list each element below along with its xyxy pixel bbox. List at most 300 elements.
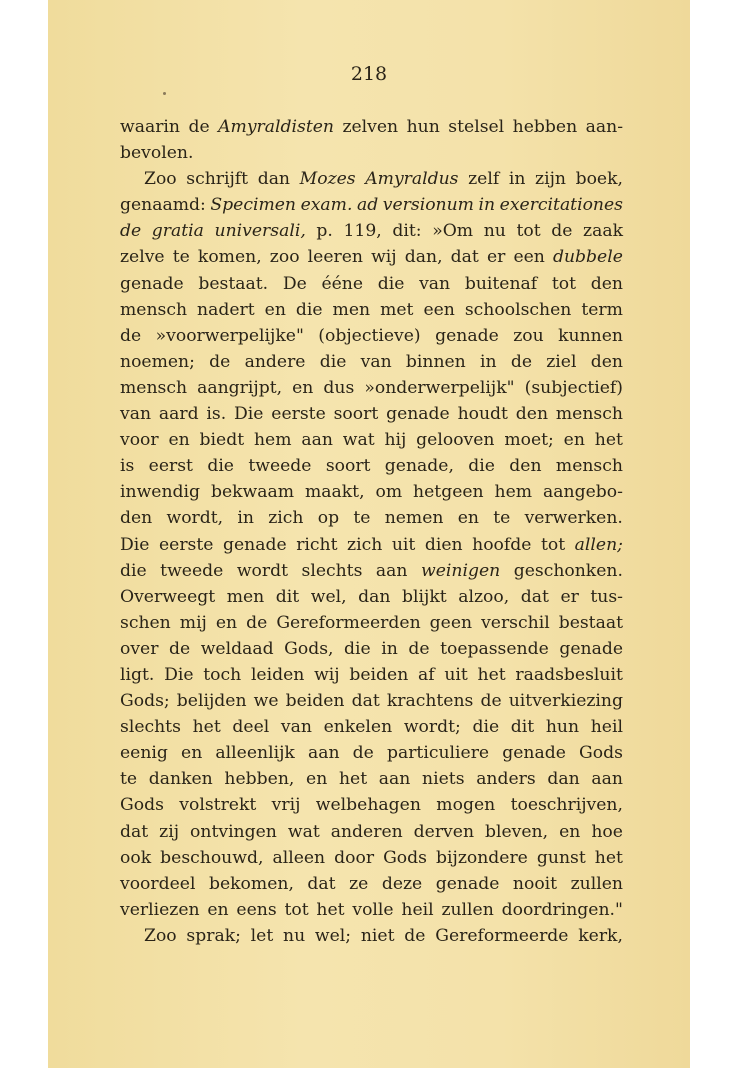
word: »onderwerpelijk" <box>364 377 515 398</box>
word: Amyraldus <box>365 169 459 190</box>
word: moet; <box>504 430 554 451</box>
word: geschonken. <box>513 560 623 581</box>
word: te <box>172 247 190 268</box>
word: Gereformeerden <box>276 612 421 633</box>
word: wel, <box>310 586 347 607</box>
word: tweede <box>248 456 312 477</box>
word: geen <box>429 612 473 633</box>
word: den <box>120 508 153 529</box>
word: genade <box>435 325 499 346</box>
word: tot <box>551 273 576 294</box>
word: soort <box>333 404 379 425</box>
word: het <box>316 899 345 920</box>
word: inwendig <box>120 482 201 503</box>
word: zelve <box>120 247 165 268</box>
word: schen <box>120 612 171 633</box>
word: p. <box>316 221 333 242</box>
word: verwerken. <box>524 508 623 529</box>
word: weldaad <box>200 638 274 659</box>
word: is <box>120 456 135 477</box>
word: De <box>282 273 307 294</box>
word: biedt <box>199 430 245 451</box>
word: danken <box>148 769 213 790</box>
word: Overweegt <box>120 586 216 607</box>
word: universali, <box>214 221 306 242</box>
word: wordt, <box>166 508 224 529</box>
word: de <box>551 221 573 242</box>
word: wij <box>371 247 397 268</box>
word: heil <box>401 899 434 920</box>
word: ze <box>349 873 369 894</box>
word: de <box>510 351 532 372</box>
word: toeschrijven, <box>510 795 623 816</box>
word: aan <box>307 743 340 764</box>
word: de <box>246 612 268 633</box>
word: aan- <box>585 117 623 137</box>
word: de <box>168 638 191 659</box>
word: kunnen <box>558 325 623 346</box>
word: genade <box>559 638 623 659</box>
word: waarin <box>120 117 180 137</box>
word: bestaat. <box>198 273 269 294</box>
word: de <box>480 691 502 712</box>
word: het <box>192 717 221 738</box>
word: Zoo <box>144 925 177 946</box>
word: nu <box>483 221 506 242</box>
word: dit: <box>392 221 422 242</box>
word: genaamd: <box>120 195 206 216</box>
word: die <box>344 638 371 659</box>
word: dat <box>520 586 549 607</box>
word: sprak; <box>186 925 241 946</box>
word: alleenlijk <box>215 743 295 764</box>
word: het <box>477 664 506 685</box>
word: van <box>120 404 152 425</box>
word: aan <box>591 769 623 790</box>
text-line <box>120 871 623 897</box>
word: tot <box>284 899 309 920</box>
word: mensch <box>120 299 188 320</box>
text-line <box>120 662 623 688</box>
word: gratia <box>151 221 204 242</box>
word: stelsel <box>448 117 505 137</box>
word: Amyraldisten <box>218 117 334 137</box>
word: verschil <box>481 612 550 633</box>
word: en <box>292 377 314 398</box>
word: Die <box>120 534 150 555</box>
text-line <box>120 714 623 740</box>
text-line <box>120 688 623 714</box>
word: exercitationes <box>499 195 623 216</box>
word: Die <box>164 664 194 685</box>
word: dit <box>275 586 300 607</box>
word: het <box>594 847 623 868</box>
text-line <box>120 166 623 192</box>
word: hoe <box>591 821 623 842</box>
ink-speck <box>163 92 166 95</box>
word: noemen; <box>120 351 195 372</box>
word: de <box>404 925 426 946</box>
word: de <box>120 325 142 346</box>
word: te <box>493 508 511 529</box>
word: te <box>353 508 371 529</box>
word: deze <box>381 873 423 894</box>
word: raadsbesluit <box>515 664 623 685</box>
word: men <box>226 586 265 607</box>
word: dat <box>450 247 479 268</box>
word: wordt <box>236 560 288 581</box>
word: die <box>319 351 347 372</box>
body-text <box>120 114 623 949</box>
word: zou <box>513 325 544 346</box>
word: hij <box>384 430 407 451</box>
word: af <box>417 664 435 685</box>
word: gunst <box>536 847 586 868</box>
word: uitverkiezing <box>508 691 623 712</box>
word: dubbele <box>552 247 623 268</box>
word: en <box>264 299 286 320</box>
text-line <box>120 584 623 610</box>
word: die <box>468 456 495 477</box>
text-line <box>120 271 623 297</box>
word: aard <box>158 404 199 425</box>
word: op <box>317 508 340 529</box>
word: die <box>120 560 147 581</box>
word: anders <box>476 769 536 790</box>
word: hem <box>494 482 533 503</box>
word: buitenaf <box>464 273 538 294</box>
word: schoolschen <box>464 299 572 320</box>
word: dien <box>424 534 463 555</box>
word: die <box>472 717 500 738</box>
word: voordeel <box>120 873 196 894</box>
word: een <box>423 299 455 320</box>
word: Gods, <box>284 638 334 659</box>
word: niets <box>422 769 465 790</box>
word: aan <box>375 560 408 581</box>
word: tot <box>516 221 541 242</box>
text-line <box>120 349 623 375</box>
word: binnen <box>405 351 466 372</box>
word: maakt, <box>304 482 365 503</box>
word: het <box>594 430 623 451</box>
text-line <box>120 505 623 531</box>
word: leeren <box>307 247 363 268</box>
word: den <box>515 404 549 425</box>
word: wat <box>342 430 375 451</box>
word: tot <box>540 534 566 555</box>
word: zij <box>159 821 180 842</box>
word: ééne <box>321 273 364 294</box>
word: leiden <box>250 664 305 685</box>
text-line <box>120 401 623 427</box>
word: aan <box>378 769 411 790</box>
word: ad <box>356 195 379 216</box>
word: »voorwerpelijke" <box>155 325 304 346</box>
word: dan <box>358 586 391 607</box>
word: wij <box>314 664 340 685</box>
word: Gods; <box>120 691 170 712</box>
word: particuliere <box>386 743 490 764</box>
word: over <box>120 638 159 659</box>
word: hun <box>545 717 580 738</box>
word: enkelen <box>323 717 393 738</box>
word: bekwaam <box>210 482 295 503</box>
word: gelooven <box>416 430 495 451</box>
word: dus <box>323 377 355 398</box>
word: van <box>419 273 451 294</box>
word: ook <box>120 847 152 868</box>
word: in <box>381 638 398 659</box>
word: bijzondere <box>435 847 528 868</box>
text-line <box>120 532 623 558</box>
word: zich <box>268 508 304 529</box>
word: dat <box>120 821 149 842</box>
word: te <box>120 769 138 790</box>
word: uit <box>391 534 416 555</box>
word: nemen <box>384 508 444 529</box>
word: zelf <box>468 169 500 190</box>
text-line <box>120 610 623 636</box>
text-line <box>120 558 623 584</box>
word: Specimen <box>210 195 297 216</box>
word: soort <box>325 456 371 477</box>
word: hebben, <box>224 769 295 790</box>
word: en <box>563 430 585 451</box>
word: die <box>207 456 234 477</box>
word: welbehagen <box>315 795 421 816</box>
word: alzoo, <box>458 586 510 607</box>
word: houdt <box>457 404 508 425</box>
word: met <box>380 299 414 320</box>
word: zijn <box>535 169 566 190</box>
word: exam. <box>300 195 353 216</box>
word: wat <box>287 821 320 842</box>
word: beiden <box>349 664 409 685</box>
word: volle <box>352 899 394 920</box>
word: slechts <box>120 717 181 738</box>
text-line <box>120 766 623 792</box>
text-line <box>120 375 623 401</box>
word: deel <box>232 717 270 738</box>
word: uit <box>444 664 468 685</box>
word: mogen <box>436 795 496 816</box>
word: genade, <box>384 456 454 477</box>
word: in <box>480 351 497 372</box>
word: hem <box>253 430 292 451</box>
word: zelven <box>342 117 399 137</box>
word: komen, <box>197 247 262 268</box>
word: zoo <box>269 247 300 268</box>
word: mensch <box>120 377 188 398</box>
text-line <box>120 792 623 818</box>
word: mij <box>179 612 207 633</box>
word: toch <box>203 664 242 685</box>
word: eens <box>236 899 277 920</box>
word: hetgeen <box>413 482 484 503</box>
word: tweede <box>160 560 224 581</box>
word: bleven, <box>485 821 549 842</box>
word: Gereformeerde <box>435 925 569 946</box>
word: en <box>215 612 238 633</box>
word: wordt; <box>403 717 461 738</box>
word: volstrekt <box>179 795 257 816</box>
word: hebben <box>512 117 578 137</box>
word: en <box>306 769 328 790</box>
word: zich <box>347 534 383 555</box>
word: we <box>253 691 279 712</box>
text-line <box>120 819 623 845</box>
word: dan <box>257 169 291 190</box>
word: tus- <box>590 586 623 607</box>
word: allen; <box>574 534 623 555</box>
word: genade <box>386 404 450 425</box>
word: den <box>590 273 623 294</box>
word: nu <box>283 925 306 946</box>
word: bevolen. <box>120 143 194 164</box>
word: de <box>408 638 430 659</box>
text-line <box>120 114 623 140</box>
word: door <box>334 847 375 868</box>
word: den <box>509 456 542 477</box>
word: weinigen <box>421 560 501 581</box>
word: schrijft <box>186 169 249 190</box>
word: die <box>377 273 405 294</box>
word: verliezen <box>120 899 200 920</box>
word: een <box>513 247 545 268</box>
word: de <box>120 221 142 242</box>
word: Zoo <box>144 169 177 190</box>
word: vrij <box>271 795 301 816</box>
word: en <box>168 430 190 451</box>
word: dat <box>307 873 336 894</box>
word: aan <box>301 430 333 451</box>
word: hoofde <box>472 534 532 555</box>
word: mensch <box>555 456 623 477</box>
word: beiden <box>285 691 345 712</box>
word: derven <box>413 821 475 842</box>
text-line <box>120 897 623 923</box>
word: er <box>560 586 579 607</box>
word: de <box>188 117 210 137</box>
word: dan <box>547 769 580 790</box>
word: en <box>457 508 479 529</box>
word: hun <box>406 117 440 137</box>
word: krachtens <box>386 691 474 712</box>
word: om <box>375 482 403 503</box>
text-line <box>120 479 623 505</box>
word: blijkt <box>402 586 447 607</box>
word: let <box>250 925 274 946</box>
word: kerk, <box>578 925 623 946</box>
word: aangrijpt, <box>197 377 283 398</box>
word: eerste <box>271 404 326 425</box>
page-number: 218 <box>350 63 388 85</box>
word: slechts <box>301 560 363 581</box>
word: van <box>280 717 312 738</box>
word: zullen <box>570 873 623 894</box>
word: bestaat <box>558 612 623 633</box>
word: in <box>508 169 526 190</box>
word: Mozes <box>299 169 356 190</box>
word: eerste <box>158 534 214 555</box>
text-line <box>120 427 623 453</box>
text-line <box>120 636 623 662</box>
word: bekomen, <box>208 873 294 894</box>
word: heil <box>590 717 623 738</box>
word: voor <box>120 430 159 451</box>
word: Gods <box>579 743 623 764</box>
word: die <box>295 299 323 320</box>
word: belijden <box>176 691 247 712</box>
word: de <box>209 351 231 372</box>
word: mensch <box>555 404 623 425</box>
word: doordringen." <box>501 899 623 920</box>
word: in <box>237 508 254 529</box>
text-line <box>120 453 623 479</box>
word: dit <box>510 717 535 738</box>
word: genade <box>120 273 184 294</box>
word: anderen <box>330 821 403 842</box>
word: Gods <box>120 795 164 816</box>
word: eenig <box>120 743 168 764</box>
text-line <box>120 297 623 323</box>
word: de <box>352 743 374 764</box>
word: men <box>332 299 371 320</box>
word: ziel <box>546 351 577 372</box>
word: toepassende <box>440 638 549 659</box>
word: zaak <box>583 221 623 242</box>
word: aangebo- <box>543 482 623 503</box>
text-line <box>120 740 623 766</box>
word: en <box>207 899 229 920</box>
word: dat <box>351 691 380 712</box>
text-line <box>120 140 623 166</box>
word: Gods <box>383 847 427 868</box>
word: dan, <box>404 247 443 268</box>
word: het <box>338 769 368 790</box>
word: zullen <box>441 899 494 920</box>
word: richt <box>296 534 338 555</box>
word: ligt. <box>120 664 155 685</box>
word: andere <box>244 351 306 372</box>
word: genade <box>222 534 287 555</box>
word: eerst <box>148 456 193 477</box>
text-line <box>120 192 623 218</box>
word: genade <box>435 873 500 894</box>
word: versionum <box>382 195 474 216</box>
word: er <box>486 247 506 268</box>
word: (objectieve) <box>318 325 421 346</box>
word: wel; <box>314 925 352 946</box>
word: (subjectief) <box>524 377 623 398</box>
word: nadert <box>197 299 255 320</box>
word: niet <box>360 925 395 946</box>
word: en <box>181 743 203 764</box>
text-line <box>120 323 623 349</box>
word: boek, <box>575 169 623 190</box>
word: beschouwd, <box>160 847 264 868</box>
text-line <box>120 923 623 949</box>
word: in <box>478 195 496 216</box>
word: is. <box>206 404 227 425</box>
word: ontvingen <box>190 821 277 842</box>
word: term <box>581 299 623 320</box>
word: alleen <box>272 847 326 868</box>
book-page <box>48 0 690 1068</box>
word: genade <box>502 743 566 764</box>
word: »Om <box>432 221 474 242</box>
